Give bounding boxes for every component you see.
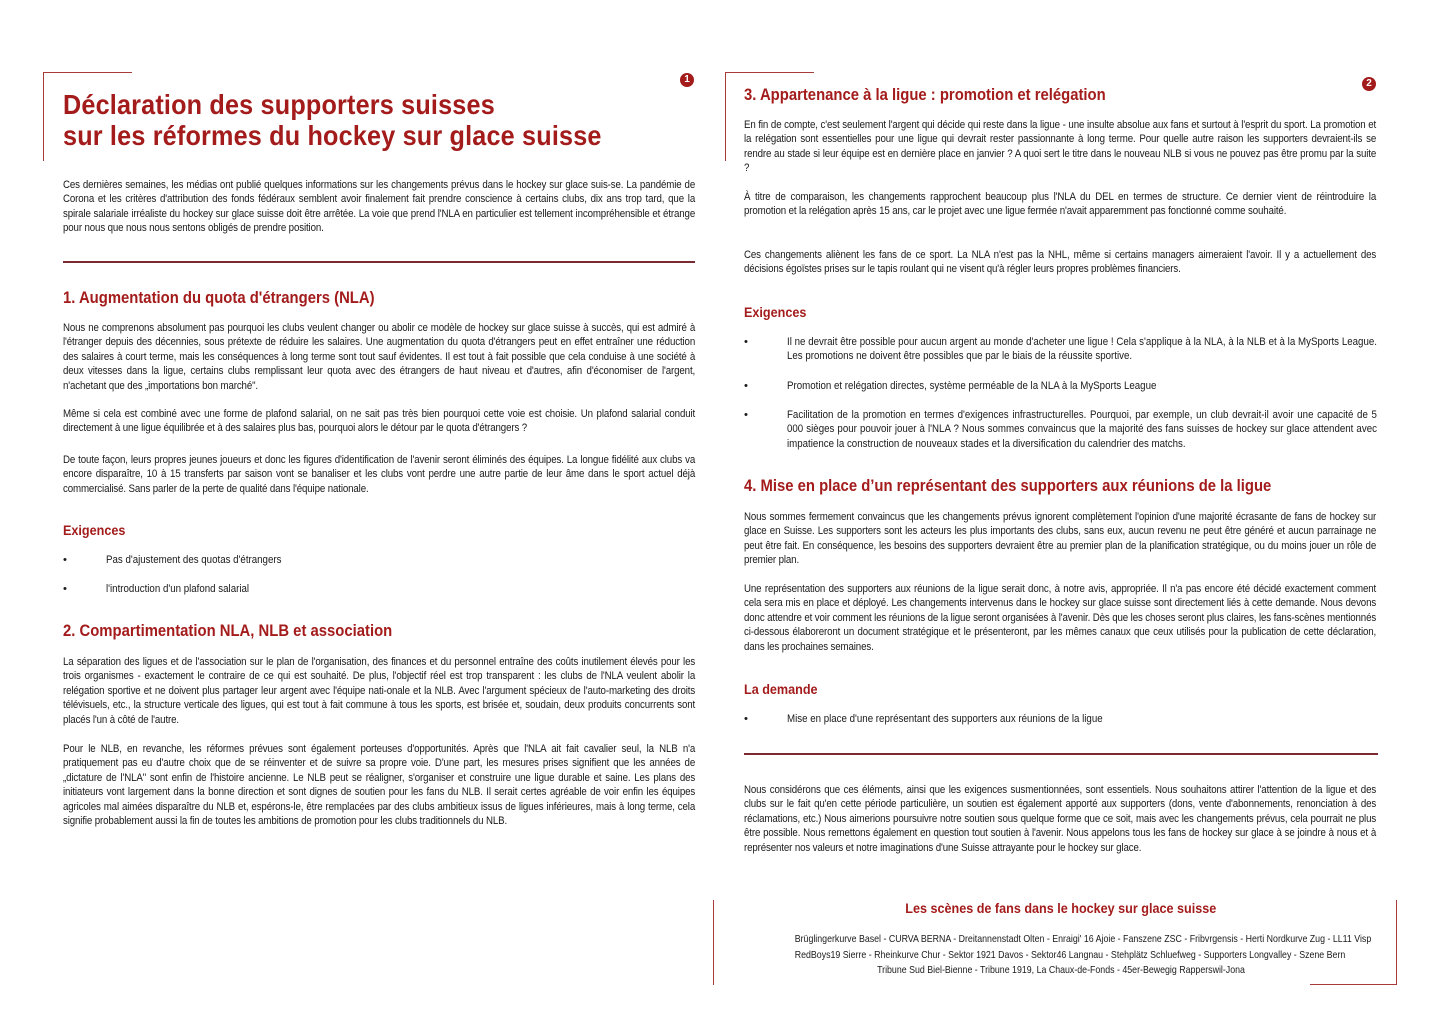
fan-scenes-heading <box>744 900 1378 916</box>
section-3-paragraph-2: À titre de comparaison, les changements rapprochent beaucoup plus l'NLA du DEL en termes de structure. Ce dernier vient de réintroduire la promotion et la relégation après 15 ans, car le projet avec une ligue fermée n'avait apparemment pas fonctionné comme souhaité. <box>744 191 1377 218</box>
divider <box>63 261 695 263</box>
title-line-2: sur les réformes du hockey sur glace suisse <box>63 120 602 151</box>
section-3-paragraph-3: Ces changements aliènent les fans de ce sport. La NLA n'est pas la NHL, même si certains managers aimeraient l'avoir. Il y a actuellement des décisions égoïstes prises sur le tapis roulant qui ne visent qu'à régler leurs propres problèmes financiers. <box>744 249 1377 276</box>
section-1-paragraph-2: Même si cela est combiné avec une forme de plafond salarial, on ne sait pas très bien pourquoi cette voie est choisie. Un plafond salarial conduit directement à une ligue équilibrée et à des salaires plus bas, pourquoi alors le détour par le quota d'étrangers ? <box>63 408 696 435</box>
intro-paragraph: Ces dernières semaines, les médias ont publié quelques informations sur les changements prévus dans le hockey sur glace suis-se. La pandémie de Corona et les critères d'attribution des fonds fédéraux semblent avoir finalement fait prendre conscience à certains clubs, dix ans trop tard, que la spirale salariale irréaliste du hockey sur glace suisse doit être arrêtée. La voie que prend l'NLA en particulier est tellement incompréhensible et étrange pour nous que nous nous sentons obligés de prendre position. <box>63 179 696 235</box>
section-1-paragraph-1: Nous ne comprenons absolument pas pourquoi les clubs veulent changer ou abolir ce modèle de hockey sur glace suisse à succès, qui est admiré à l'étranger depuis des décennies, sous prétexte de réduire les salaires. Une augmentation du quota d'étrangers peut en effet entraîner une réduction des salaires à court terme, mais les conséquences à long terme sont tout sauf évidentes. Il est tout à fait possible que cela conduise à une société à deux vitesses dans la ligue, certains clubs remplissant leur quota avec des étrangers de haut niveau et d'autres, afin d'économiser de l'argent, n'achetant que des „importations bon marché". <box>63 322 696 392</box>
demand-text: Mise en place d'une représentant des supporters aux réunions de la ligue <box>787 713 1103 725</box>
demand-text: Il ne devrait être possible pour aucun argent au monde d'acheter une ligue ! Cela s'applique à la NLA, à la NLB et à la MySports League. Les promotions ne doivent être possibles que par le biais de la réussite sportive. <box>787 336 1377 363</box>
fan-scenes-heading-text: Les scènes de fans dans le hockey sur glace suisse <box>905 900 1217 916</box>
section-3-demands-heading: Exigences <box>744 304 807 320</box>
section-1-heading: 1. Augmentation du quota d'étrangers (NLA) <box>63 289 375 307</box>
section-4-paragraph-1: Nous sommes fermement convaincus que les changements prévus ignorent complètement l'opinion d'une majorité écrasante de fans de hockey sur glace en Suisse. Les supporters sont les acteurs les plus importants des clubs, sans eux, aucun revenu ne peut être généré et aucun parrainage ne peut être fait. En conséquence, les besoins des supporters devraient être au premier plan de la planification stratégique, ou du moins jouer un rôle de premier plan. <box>744 511 1377 567</box>
bullet-icon: • <box>63 583 67 595</box>
section-2-paragraph-1: La séparation des ligues et de l'association sur le plan de l'organisation, des finances et du personnel entraîne des coûts inutilement élevés pour les trois organismes - exactement le contraire de ce qui est souhaité. De plus, l'objectif réel est trop transparent : les clubs de l'NLA veulent abolir la relégation sportive et ne doivent plus partager leur argent avec l'équipe nati-onale et la NLB. Avec l'argument spécieux de l'auto-marketing des droits télévisuels, etc., la structure verticale des ligues, qui est tout à fait commune à tous les sports, est brisée et, soudain, deux produits concurrents sont placés l'un à côté de l'autre. <box>63 656 696 726</box>
demand-text: l'introduction d'un plafond salarial <box>106 583 250 595</box>
corner-bracket-bottom-left <box>713 900 714 985</box>
section-2-heading: 2. Compartimentation NLA, NLB et association <box>63 622 393 640</box>
section-3-heading: 3. Appartenance à la ligue : promotion et relégation <box>744 86 1106 104</box>
conclusion-paragraph: Nous considérons que ces éléments, ainsi que les exigences susmentionnées, sont essentiels. Nous souhaitons attirer l'attention de la ligue et des clubs sur le fait qu'en cette période particulière, un soutien est également apporté aux supporters (dons, vente d'abonnements, renonciation à des réclamations, etc.) Nous aimerions poursuivre notre soutien sous quelque forme que ce soit, mais avec les changements prévus, cela pourrait ne plus être possible. Nous remettons également en question tout soutien à l'avenir. Nous appelons tous les fans de hockey sur glace à se joindre à nous et à représenter nos valeurs et notre imaginations d'une Suisse attrayante pour le hockey sur glace. <box>744 784 1377 854</box>
bullet-icon: • <box>744 713 748 725</box>
section-1-demands-heading: Exigences <box>63 522 126 538</box>
section-1-paragraph-3: De toute façon, leurs propres jeunes joueurs et donc les figures d'identification de l'avenir seront éliminés des équipes. La longue fidélité aux clubs va encore disparaître, 10 à 15 transferts par saison vont se banaliser et les clubs vont perdre une autre partie de leur âme dans le sport actuel déjà commercialisé. Sans parler de la perte de qualité dans l'équipe nationale. <box>63 454 696 495</box>
section-4-demand-heading: La demande <box>744 681 818 697</box>
fan-scenes-line-2: RedBoys19 Sierre - Rheinkurve Chur - Sektor 1921 Davos - Sektor46 Langnau - Stehplätz Schluefweg - Supporters Longvalley - Szene Bern <box>794 948 1346 961</box>
section-4-paragraph-2: Une représentation des supporters aux réunions de la ligue serait donc, à notre avis, appropriée. Il n'a pas encore été décidé exactement comment cela sera mis en place et déployé. Les changements intervenus dans le hockey sur glace suisse sont directement liés à cette demande. Nous devons donc attendre et voir comment les réunions de la ligue seront organisées à l'avenir. Dès que les choses seront plus claires, les fans-scènes mentionnés ci-dessous élaboreront un document stratégique et le présenteront, par les mêmes canaux que ceux utilisés pour la publication de cette déclaration, dans les prochaines semaines. <box>744 583 1377 653</box>
section-3-paragraph-1: En fin de compte, c'est seulement l'argent qui décide qui reste dans la ligue - une insulte absolue aux fans et surtout à l'esprit du sport. La promotion et la relégation sont essentielles pour une ligue qui devrait rester passionnante à long terme. Pour quelle autre raison les supporters devraient-ils se rendre au stade si leur équipe est en dernière place en janvier ? A quoi sert le titre dans le nouveau NLB si vous ne pouvez pas être promu par la suite ? <box>744 119 1377 175</box>
demand-text: Promotion et relégation directes, système perméable de la NLA à la MySports League <box>787 380 1157 392</box>
page-number-2: 2 <box>1362 77 1376 91</box>
title-line-1: Déclaration des supporters suisses <box>63 89 495 120</box>
bullet-icon: • <box>63 554 67 566</box>
section-2-paragraph-2: Pour le NLB, en revanche, les réformes prévues sont également porteuses d'opportunités. Après que l'NLA ait fait cavalier seul, la NLB n'a pratiquement pas eu d'autre choix que de se réinventer et de suivre sa propre voie. D'une part, les mesures prises signifient que les années de „dictature de l'NLA" sont enfin de l'histoire ancienne. Le NLB peut se réaligner, s'organiser et construire une ligue durable et saine. Les plans des initiateurs vont largement dans la bonne direction et sont dignes de soutien pour les fans du NLB. Il serait certes agréable de voir enfin les équipes agricoles mal aimées disparaître du NLB et, espérons-le, être remplacées par des clubs ambitieux issus de ligues inférieures, mais à long terme, cela signifie probablement aussi la fin de toutes les ambitions de promotion pour les clubs traditionnels du NLB. <box>63 743 696 828</box>
bullet-icon: • <box>744 336 748 348</box>
bullet-icon: • <box>744 409 748 421</box>
divider <box>744 753 1378 755</box>
fan-scenes-list <box>744 932 1378 979</box>
document-title <box>63 89 602 151</box>
bullet-icon: • <box>744 380 748 392</box>
demand-text: Facilitation de la promotion en termes d'exigences infrastructurelles. Pourquoi, par exemple, un club devrait-il avoir une capacité de 5 000 sièges pour pouvoir jouer à l'NLA ? Nous sommes convaincus que la majorité des fans suisses de hockey sur glace attendent avec impatience la construction de nouveaux stades et la diversification du calendrier des matchs. <box>787 409 1377 450</box>
page-number-1: 1 <box>680 73 694 87</box>
section-4-heading: 4. Mise en place d’un représentant des supporters aux réunions de la ligue <box>744 477 1272 495</box>
fan-scenes-line-3: Tribune Sud Biel-Bienne - Tribune 1919, La Chaux-de-Fonds - 45er-Bewegig Rapperswil-Jona <box>877 964 1245 976</box>
demand-text: Pas d'ajustement des quotas d'étrangers <box>106 554 282 566</box>
fan-scenes-line-1: Brüglingerkurve Basel - CURVA BERNA - Dreitannenstadt Olten - Enraigi' 16 Ajoie - Fanszene ZSC - Fribvrgensis - Herti Nordkurve Zug - LL11 Visp <box>794 933 1372 945</box>
